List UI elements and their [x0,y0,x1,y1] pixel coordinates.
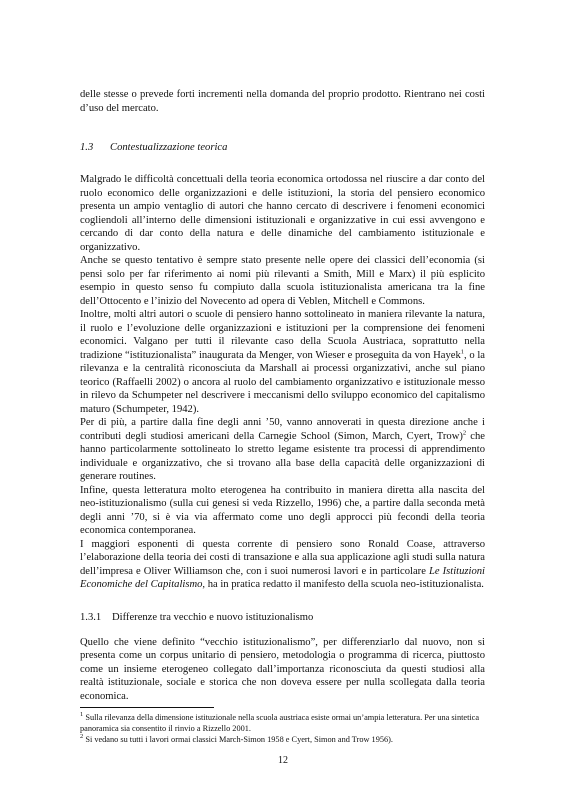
subsection-body [80,636,485,704]
subsection-title: Differenze tra vecchio e nuovo istituzionalismo [112,611,314,623]
footnote-text: Si vedano su tutti i lavori ormai classici March-Simon 1958 e Cyert, Simon and Trow 1956). [83,735,393,744]
page-body [80,88,485,703]
footnote-mark: 2 [80,733,84,741]
book-title: Le Istituzioni Economiche del Capitalismo [80,565,486,590]
footnote-divider [80,707,214,708]
subsection-number: 1.3.1 [80,611,102,623]
paragraph-text: I maggiori esponenti di questa corrente di pensiero sono Ronald Coase, attraverso l’elaborazione della teoria dei costi di transazione e alla sua applicazione agli studi sulla natura dell’impresa e Oliver Williamson che, con i suoi numerosi lavori e in particolare [80,538,485,577]
paragraph [80,416,485,484]
subsection-heading [80,612,485,623]
paragraph: Malgrado le difficoltà concettuali della teoria economica ortodossa nel riuscire a dar conto del ruolo economico delle organizzazioni e delle istituzioni, la storia del pensiero economico presenta un ampio ventaglio di autori che hanno cercato di descrivere i fenomeni economici cogliendoli all’interno delle dimensioni istituzionali e organizzative in cui essi avvengono e cercando di dar conto della natura e delle dinamiche del cambiamento istituzionale e organizzativo. [80,174,485,253]
footnote [80,734,490,745]
intro-paragraph: delle stesse o prevede forti incrementi nella domanda del proprio prodotto. Rientrano nei costi d’uso del mercato. [80,89,485,114]
paragraph: Quello che viene definito “vecchio istituzionalismo”, per differenziarlo dal nuovo, non si presenta come un corpus unitario di pensiero, metodologia o programma di ricerca, piuttosto come un insieme eterogeneo collegato dall’importanza riconosciuta da questi studiosi alla realtà istituzionale, sociale e storica che non doveva essere per nulla scollegata dalla teoria economica. [80,636,485,702]
paragraph-text: Inoltre, molti altri autori o scuole di pensiero hanno sottolineato in maniera rilevante la natura, il ruolo e l’evoluzione delle organizzazioni e istituzioni per la comprensione dei fenomeni economici. Valgano per tutti il rilevante caso della Scuola Austriaca, soprattutto nella tradizione “istituzionalista” inaugurata da Menger, von Wieser e proseguita da von Hayek [80,309,485,361]
paragraph-text: che hanno particolarmente sottolineato lo stretto legame esistente tra processi di apprendimento individuale e organizzativo, che si trovano alla base della capacità delle organizzazioni di generare routines. [80,430,485,482]
footnote-ref: 2 [462,428,467,436]
section-title: Contestualizzazione teorica [110,142,228,153]
paragraph [80,308,485,416]
paragraph-text: Per di più, a partire dalla fine degli anni ’50, vanno annoverati in questa direzione anche i contributi degli studiosi americani della Carnegie School (Simon, March, Cyert, Trow) [80,417,485,442]
footnotes [80,712,490,745]
footnote-text: Sulla rilevanza della dimensione istituzionale nella scuola austriaca esiste ormai un’ampia letteratura. Per una sintetica panoramica sia consentito il rinvio a Rizzello 2001. [80,713,480,733]
footnote [80,712,490,734]
paragraph-text: , o la rilevanza e la centralità riconosciuta da Marshall ai processi organizzativi, anche sul piano teorico (Raffaelli 2002) o ancora al ruolo del cambiamento organizzativo e istituzionale messo in rilevo da Schumpeter nel descrivere i meccanismi dello sviluppo economico del capitalismo maturo (Schumpeter, 1942). [80,349,486,415]
section-heading [80,142,485,153]
section-body [80,173,485,592]
section-number: 1.3 [80,142,94,153]
footnote-ref: 1 [460,347,465,355]
paragraph-text: , ha in pratica redatto il manifesto della scuola neo-istituzionalista. [202,579,484,590]
paragraph: Anche se questo tentativo è sempre stato presente nelle opere dei classici dell’economia (si pensi solo per far riferimento ai nomi più rilevanti a Smith, Mill e Marx) il più esplicito esempio in questo senso fu compiuto dalla scuola istituzionalista americana tra la fine dell’Ottocento e l’inizio del Novecento ad opera di Veblen, Mitchell e Commons. [80,255,485,307]
paragraph [80,538,485,592]
paragraph: Infine, questa letteratura molto eterogenea ha contribuito in maniera diretta alla nascita del neo-istituzionalismo (sulla cui genesi si veda Rizzello, 1996) che, a partire dalla seconda metà degli anni ’70, si è via via affermato come uno degli approcci più fecondi della teoria economica contemporanea. [80,484,485,536]
footnote-mark: 1 [80,711,84,719]
page-number: 12 [278,755,288,766]
